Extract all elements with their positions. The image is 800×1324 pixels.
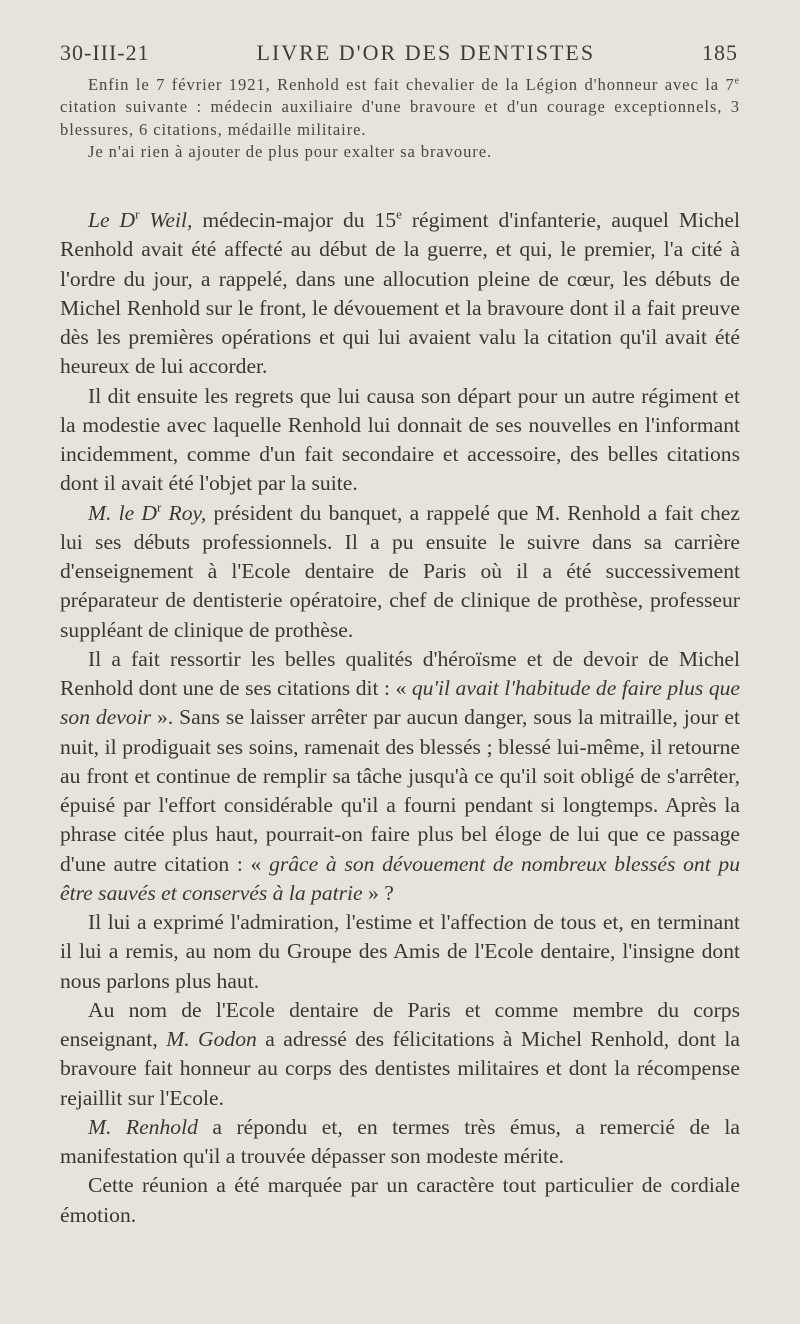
paragraph-text: régiment d'infanterie, auquel Michel Renhold avait été affecté au début de la guerre, et qui, le premier, l'a cité à l'ordre du jour, a rappelé, dans une allocution pleine de cœur, les débuts de Michel Renhold sur le front, le dévouement et la bravoure dont il a fait preuve dès les premières opérations et qui lui avaient valu la citation qu'il avait été heureux de lui accorder. xyxy=(60,208,740,379)
quoted-citation: qu'il avait l'habitude de faire plus que son devoir xyxy=(60,676,740,730)
speaker-name: M. le D xyxy=(88,500,157,525)
paragraph-closing: Cette réunion a été marquée par un caractère tout particulier de cordiale émotion. xyxy=(60,1173,740,1227)
superscript: r xyxy=(135,206,140,222)
citation-text: Enfin le 7 février 1921, Renhold est fait chevalier de la Légion d'honneur avec la 7 xyxy=(88,75,735,94)
header-date: 30-III-21 xyxy=(60,40,150,65)
speaker-name: Weil, xyxy=(139,208,193,232)
paragraph-roy xyxy=(60,499,740,645)
paragraph-text: ». Sans se laisser arrêter par aucun danger, sous la mitraille, jour et nuit, il prodiguait ses soins, ramenait des blessés ; blessé lui-même, il retourne au front et continue de remplir sa tâche jusqu'à ce qu'il soit obligé de s'arrêter, épuisé par l'effort considérable qu'il a fourni pendant si longtemps. Après la phrase citée plus haut, pourrait-on faire plus bel éloge de lui que ce passage d'une autre citation : « xyxy=(60,705,741,876)
paragraph-text: médecin-major du 15 xyxy=(192,208,397,232)
quoted-citation: grâce à son dévouement de nombreux blessés ont pu être sauvés et conservés à la patrie xyxy=(60,851,740,905)
page-number: 185 xyxy=(702,40,738,65)
paragraph-weil xyxy=(60,206,740,382)
citation-block xyxy=(60,74,740,164)
paragraph-text: a adressé des félicitations à Michel Renhold, dont la bravoure fait honneur au corps des dentistes militaires et dont la récompense rejaillit sur l'Ecole. xyxy=(60,1027,740,1110)
speaker-name: M. Godon xyxy=(166,1027,257,1051)
article-body xyxy=(60,206,740,1230)
running-header xyxy=(60,40,738,66)
superscript: r xyxy=(156,499,162,515)
superscript: e xyxy=(734,75,740,87)
speaker-name: Roy, xyxy=(161,500,207,525)
citation-closing: Je n'ai rien à ajouter de plus pour exalter sa bravoure. xyxy=(88,142,493,162)
paragraph-text: a répondu et, en termes très émus, a remercié de la manifestation qu'il a trouvée dépasser son modeste mérite. xyxy=(60,1114,741,1168)
paragraph-regrets: Il dit ensuite les regrets que lui causa son départ pour un autre régiment et la modestie avec laquelle Renhold lui donnait de ses nouvelles en l'informant incidemment, comme d'un fait secondaire et accessoire, des belles citations dont il avait été l'objet par la suite. xyxy=(60,383,740,496)
paragraph-text: » ? xyxy=(362,880,394,905)
citation-text: citation suivante : médecin auxiliaire d'une bravoure et d'un courage exceptionnels, 3 blessures, 6 citations, médaille militaire. xyxy=(60,97,740,139)
header-title: LIVRE D'OR DES DENTISTES xyxy=(256,40,596,65)
paragraph-text: Il a fait ressortir les belles qualités d'héroïsme et de devoir de Michel Renhold dont une de ses citations dit : « xyxy=(60,646,740,700)
paragraph-text: Au nom de l'Ecole dentaire de Paris et comme membre du corps enseignant, xyxy=(60,997,740,1051)
paragraph-heroism xyxy=(60,645,740,908)
speaker-name: M. Renhold xyxy=(88,1114,198,1139)
paragraph-insigne: Il lui a exprimé l'admiration, l'estime et l'affection de tous et, en terminant il lui a remis, au nom du Groupe des Amis de l'Ecole dentaire, l'insigne dont nous parlons plus haut. xyxy=(60,910,740,993)
superscript: e xyxy=(396,206,402,222)
speaker-name: Le D xyxy=(88,208,136,232)
paragraph-text: président du banquet, a rappelé que M. Renhold a fait chez lui ses débuts professionnels. Il a pu ensuite le suivre dans sa carrière d'enseignement à l'Ecole dentaire de Paris où il a été successivement préparateur de dentisterie opératoire, chef de clinique de prothèse, professeur suppléant de clinique de prothèse. xyxy=(60,500,740,642)
citation-paragraph xyxy=(60,74,740,141)
paragraph-renhold-reply xyxy=(60,1113,740,1172)
paragraph-godon xyxy=(60,996,740,1113)
